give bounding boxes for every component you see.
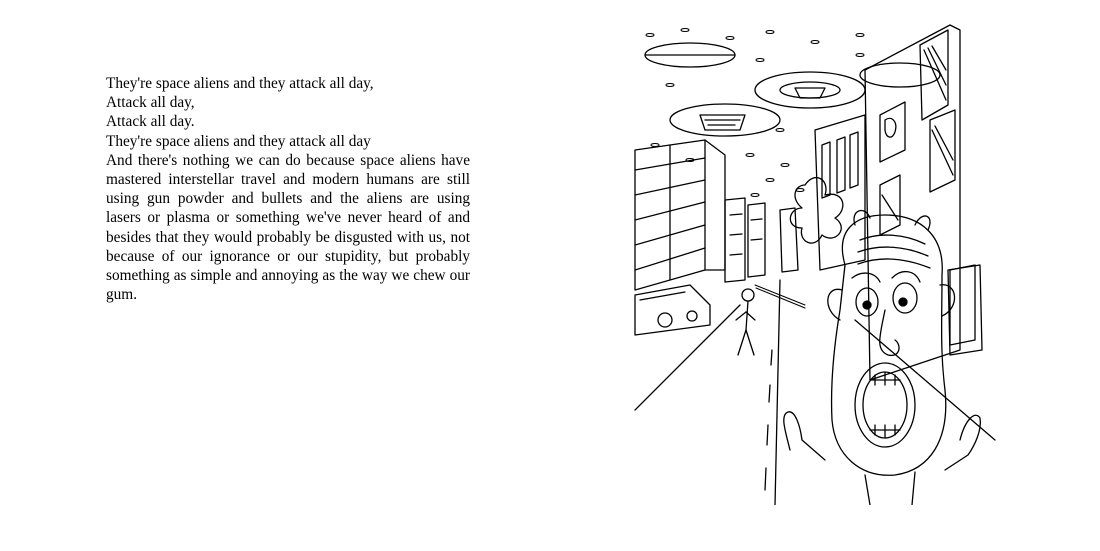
ufo-icon [645,43,940,136]
road-icon [635,280,995,505]
left-building-icon [635,140,725,290]
poem-line-3: Attack all day. [106,113,195,131]
distant-buildings-icon [725,198,798,282]
sky-dots-icon [646,29,864,197]
mid-building-icon [815,115,865,270]
poem-line-4: They're space aliens and they attack all day [106,132,371,150]
poem-line-1: They're space aliens and they attack all day, [106,75,374,92]
alien-attack-city-drawing-icon [630,20,1000,505]
alien-figure-icon [736,289,755,355]
poem-paragraph: And there's nothing we can do because space aliens have mastered interstellar travel and modern humans are still using gun powder and bullets and the aliens are using lasers or plasma or something we've never heard of and besides that they would probably be disgusted with us, not because of our ignorance or our stupidity, but probably something as simple and annoying as the way we chew our gum. [106,151,470,304]
car-icon [635,285,710,335]
poem-line-2: Attack all day, [106,94,195,112]
screaming-man-icon [784,211,981,505]
poem-text-block [106,74,470,304]
